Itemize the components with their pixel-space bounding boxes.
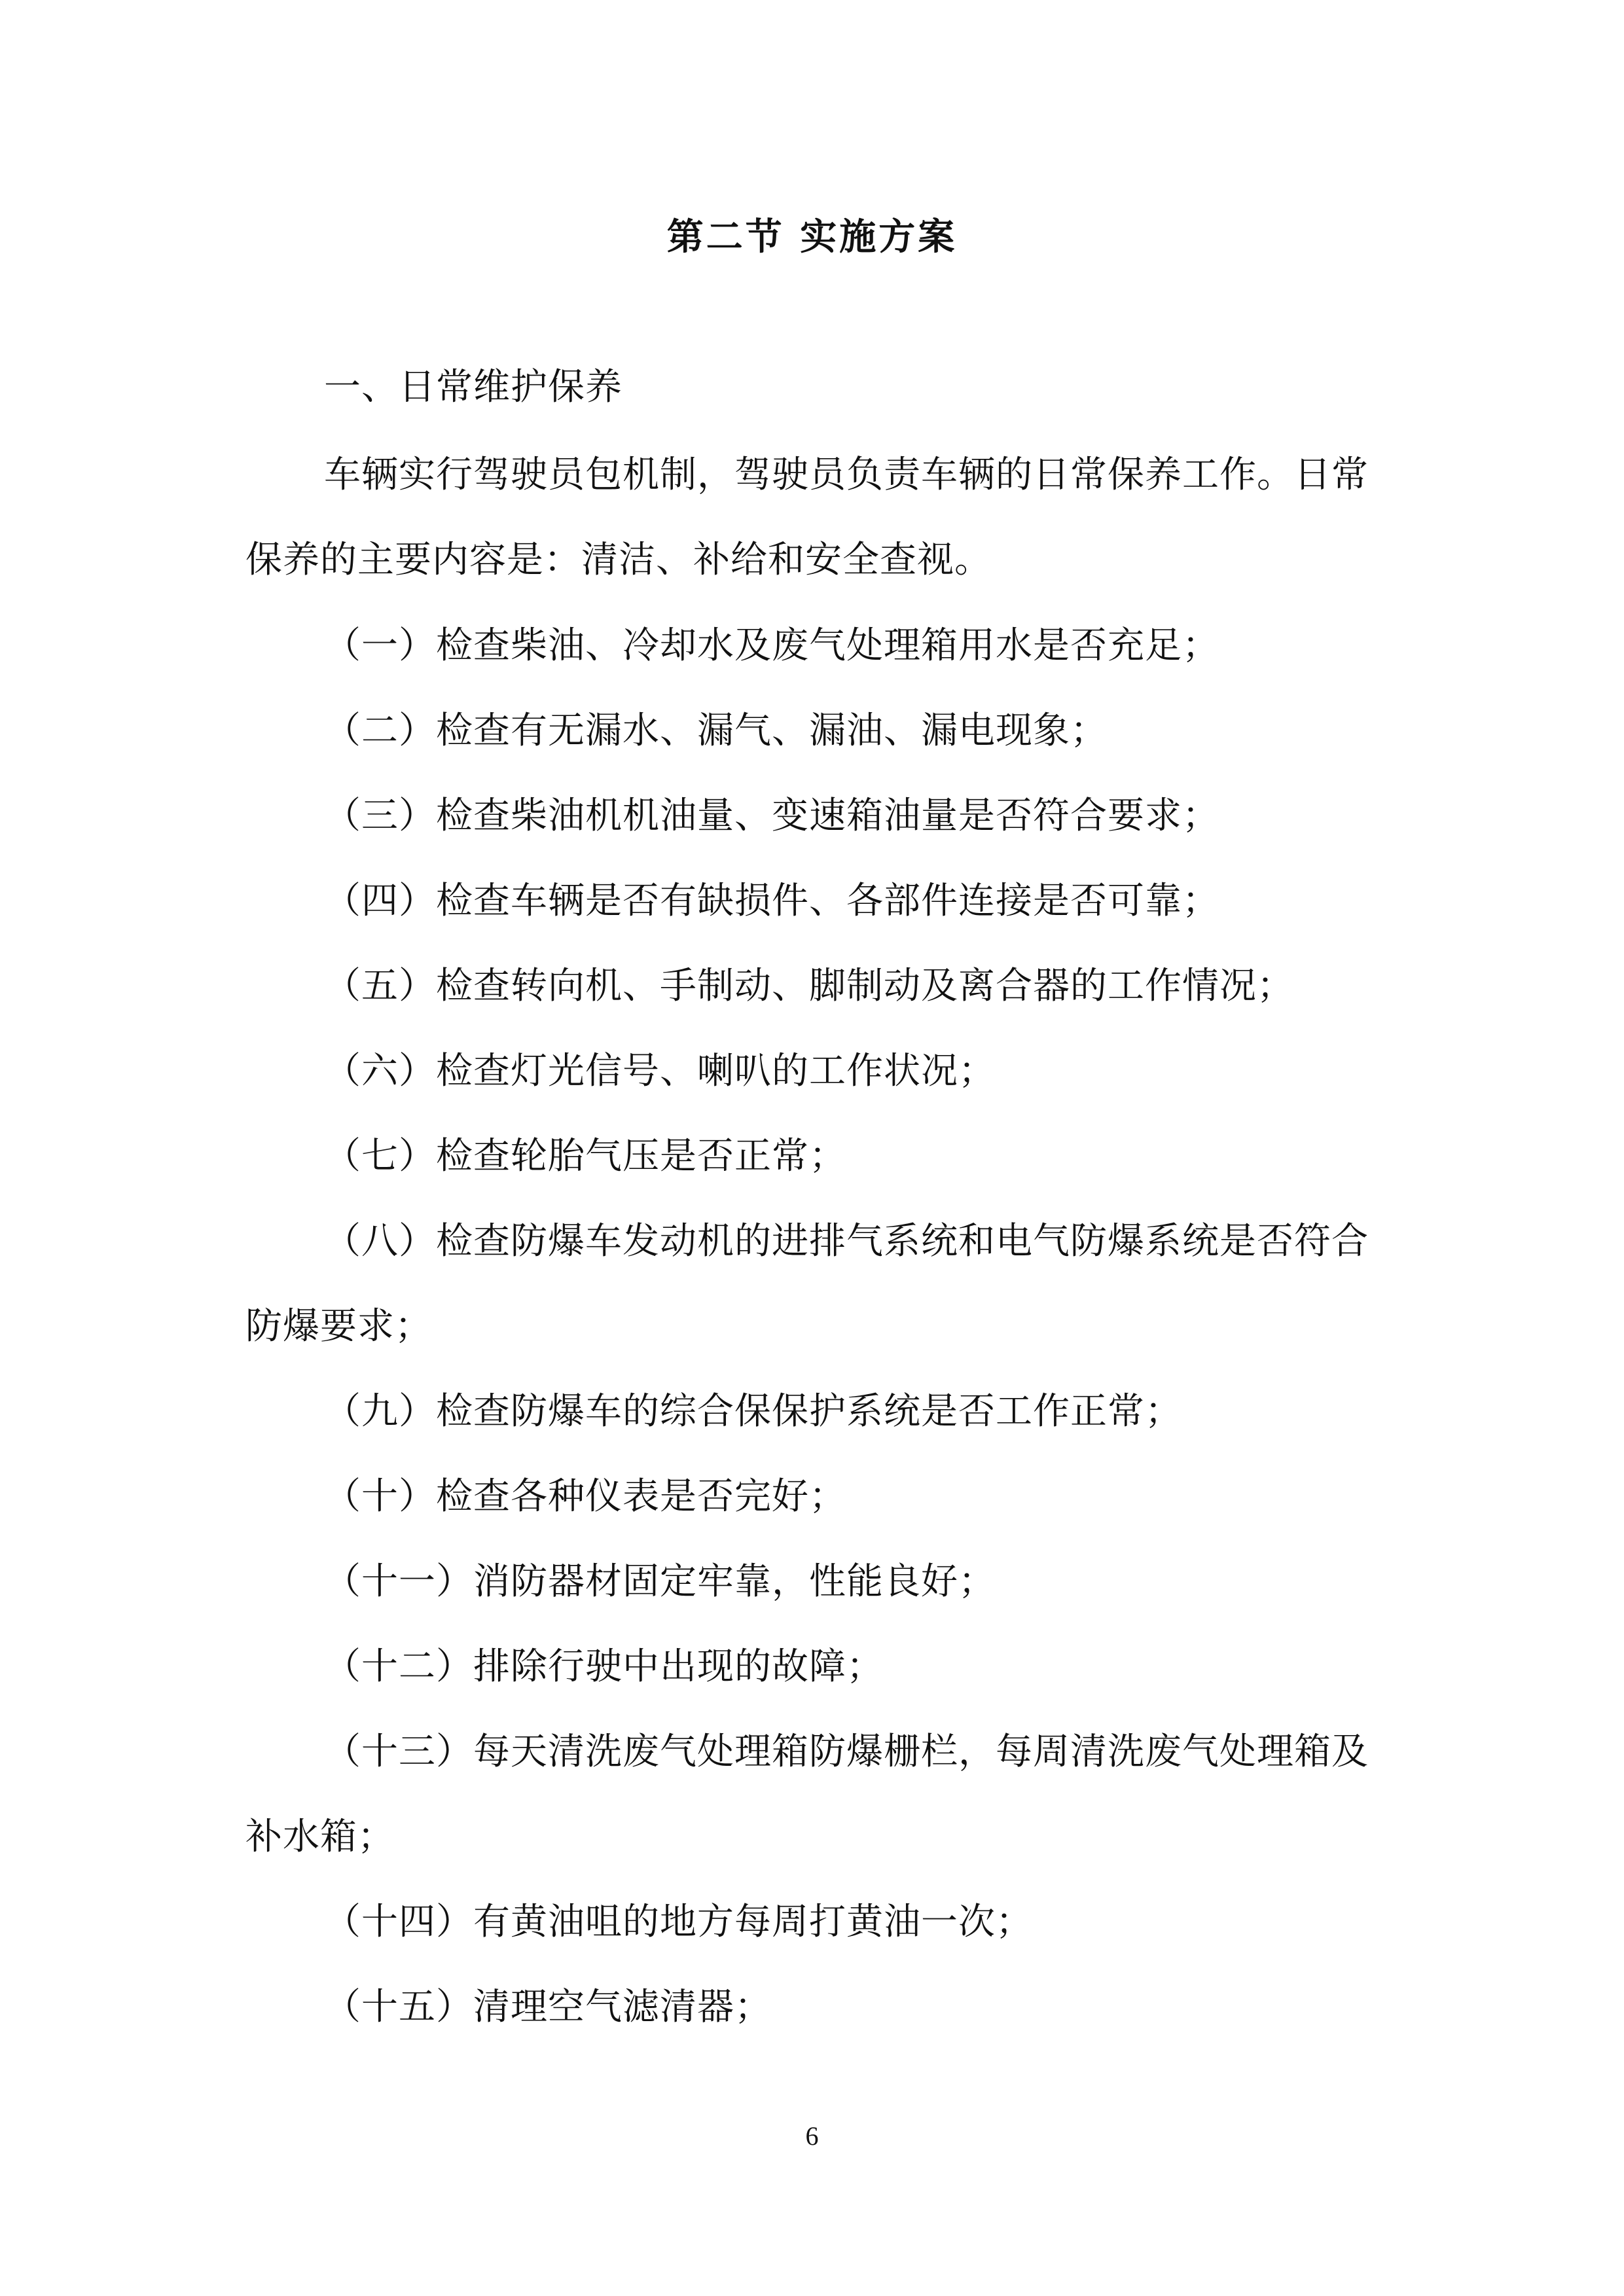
list-item: （四）检查车辆是否有缺损件、各部件连接是否可靠； — [324, 880, 1219, 922]
list-item: （三）检查柴油机机油量、变速箱油量是否符合要求； — [324, 795, 1219, 837]
list-item: （一）检查柴油、冷却水及废气处理箱用水是否充足； — [324, 624, 1219, 667]
list-item-13-line-1: （十三）每天清洗废气处理箱防爆栅栏，每周清洗废气处理箱及 — [324, 1731, 1369, 1773]
list-item: （七）检查轮胎气压是否正常； — [324, 1135, 846, 1177]
list-item: （十五）清理空气滤清器； — [324, 1986, 772, 2028]
list-item: （六）检查灯光信号、喇叭的工作状况； — [324, 1050, 996, 1092]
list-item: （十二）排除行驶中出现的故障； — [324, 1645, 884, 1688]
list-item: （五）检查转向机、手制动、脚制动及离合器的工作情况； — [324, 965, 1294, 1007]
list-item-8-line-2: 防爆要求； — [245, 1305, 432, 1348]
list-item: （十一）消防器材固定牢靠，性能良好； — [324, 1560, 996, 1603]
list-item: （十四）有黄油咀的地方每周打黄油一次； — [324, 1901, 1033, 1943]
list-item: （二）检查有无漏水、漏气、漏油、漏电现象； — [324, 709, 1108, 752]
list-item: （九）检查防爆车的综合保保护系统是否工作正常； — [324, 1390, 1182, 1433]
section-heading: 一、日常维护保养 — [324, 366, 623, 408]
page-title: 第二节 实施方案 — [666, 216, 958, 259]
page-number: 6 — [805, 2121, 819, 2151]
list-item: （十）检查各种仪表是否完好； — [324, 1475, 846, 1518]
intro-paragraph-line-1: 车辆实行驾驶员包机制，驾驶员负责车辆的日常保养工作。日常 — [324, 454, 1369, 496]
intro-paragraph-line-2: 保养的主要内容是：清洁、补给和安全查视。 — [245, 539, 992, 581]
list-item-13-line-2: 补水箱； — [245, 1816, 395, 1858]
list-item-8-line-1: （八）检查防爆车发动机的进排气系统和电气防爆系统是否符合 — [324, 1220, 1369, 1263]
